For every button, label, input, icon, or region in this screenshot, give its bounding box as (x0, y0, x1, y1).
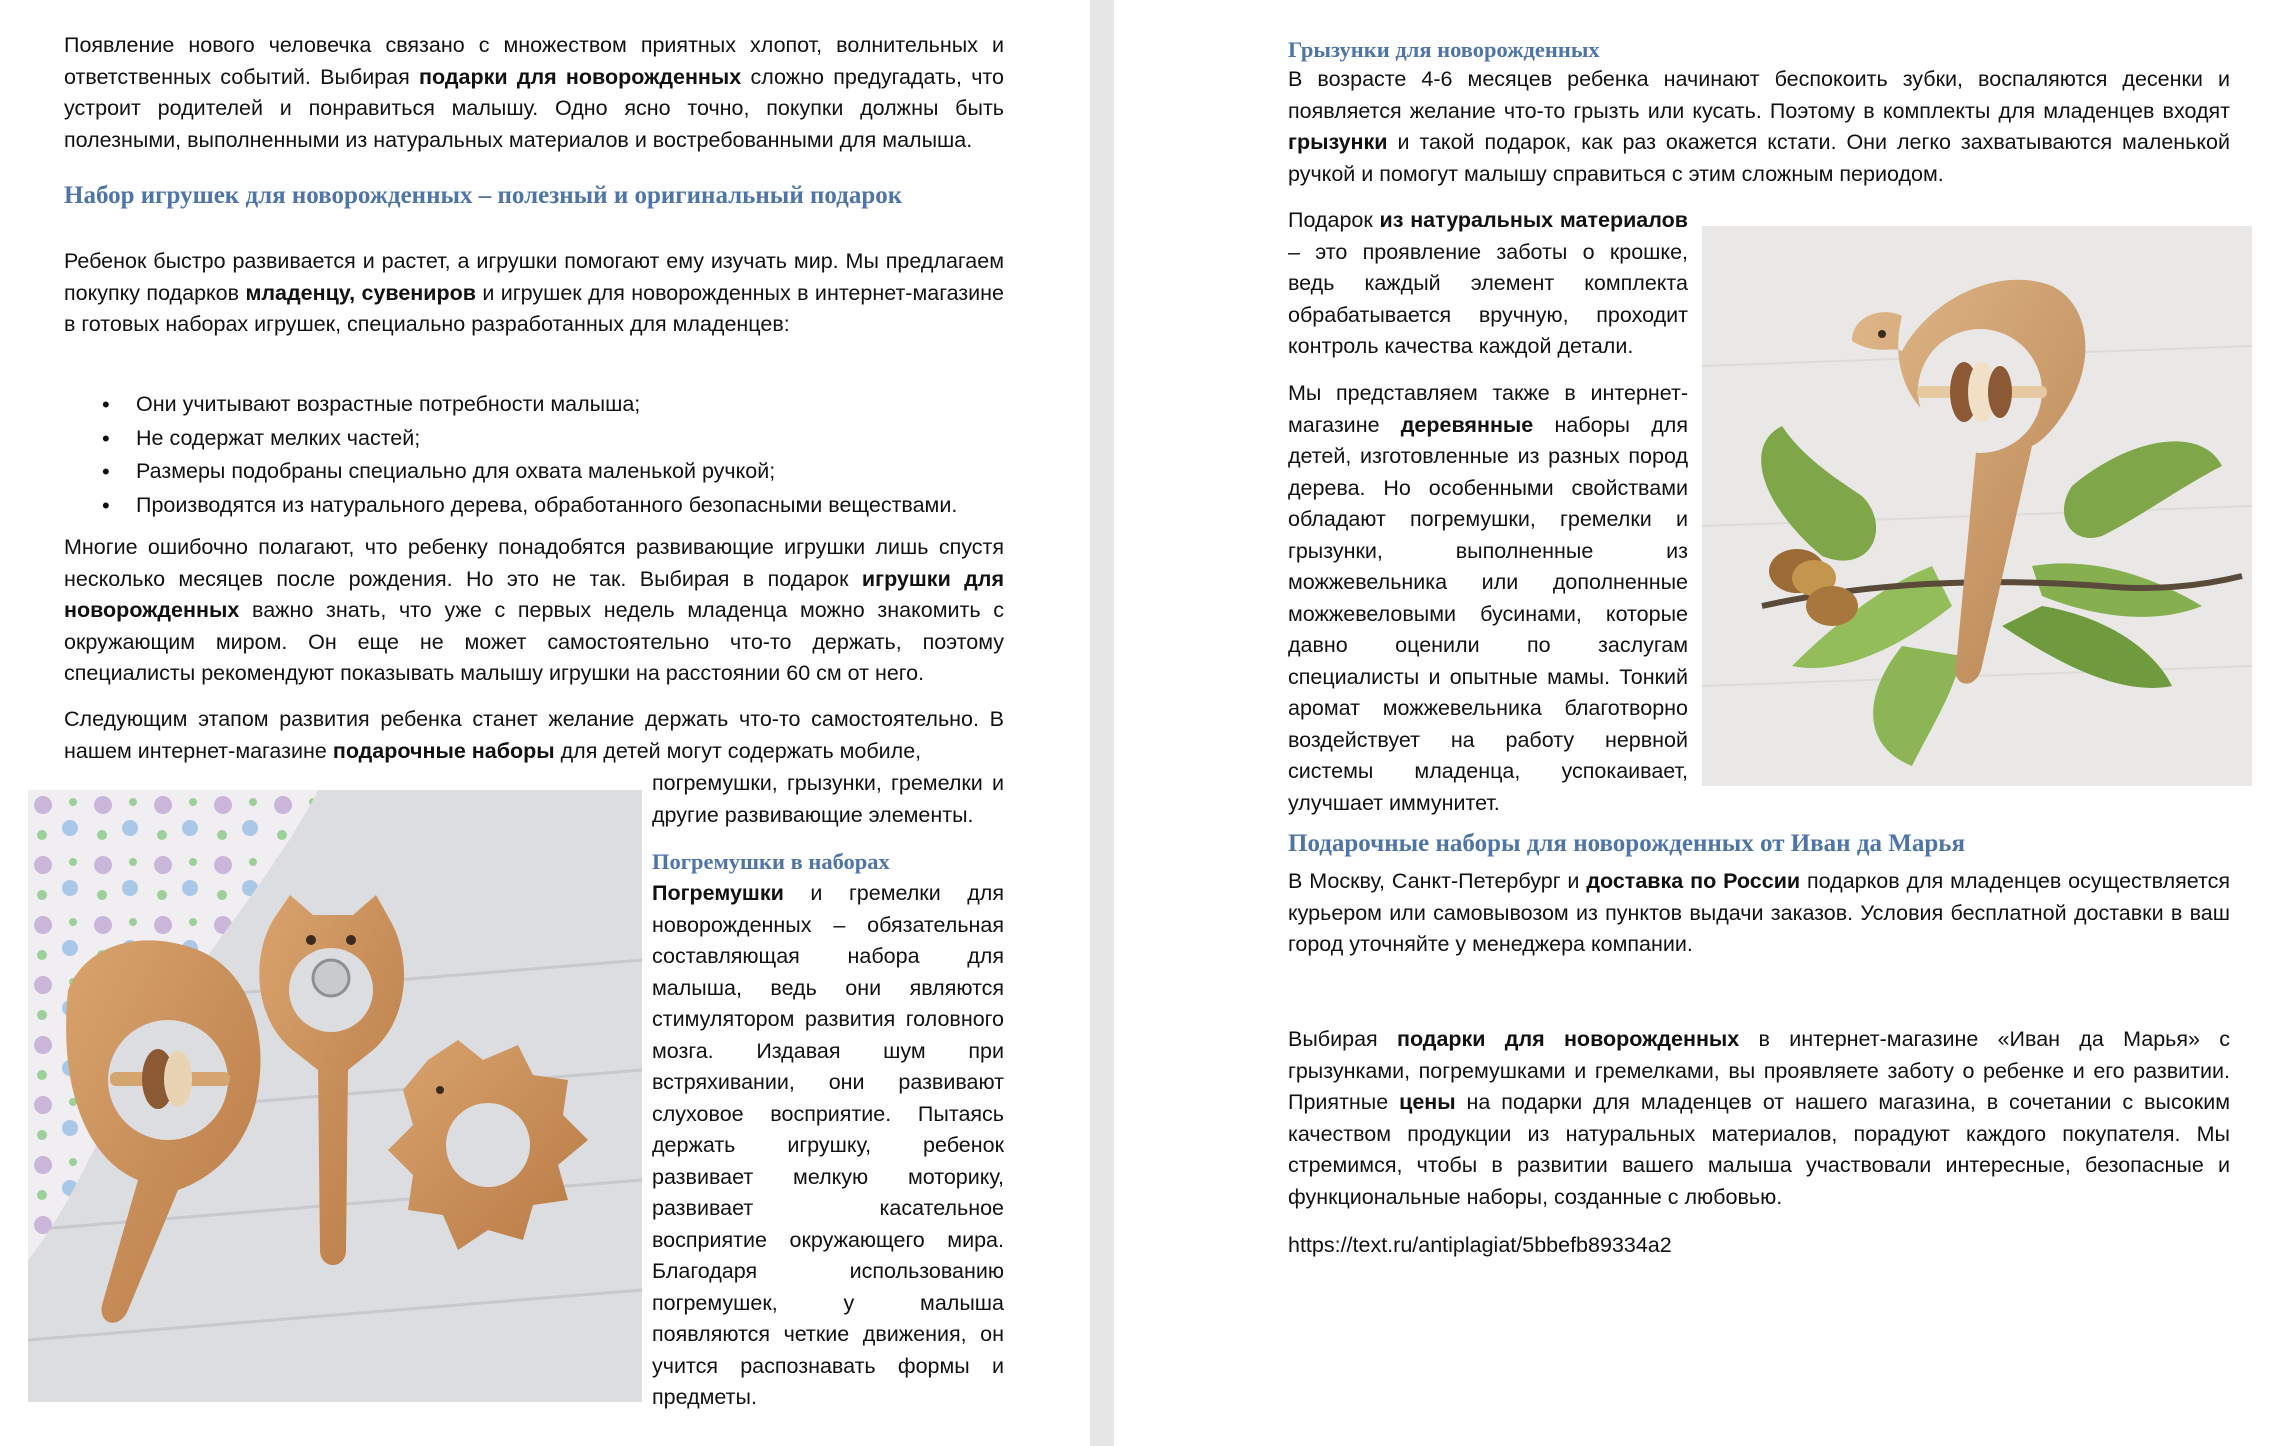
list-item: • Производятся из натурального дерева, обработанного безопасными веществами. (64, 489, 1004, 523)
wooden-sets-paragraph: Мы представляем также в интернет-магазине деревянные наборы для детей, изготовленные из разных пород дерева. Но особенными свойствами обладают погремушки, гремелки и грызунки, выполненные из можжевельника или дополненные можжевеловыми бусинами, которые давно оценили по заслугам специалисты и опытные мамы. Тонкий аромат можжевельника благотворно воздействует на работу нервной системы младенца, успокаивает, улучшает иммунитет. (1288, 381, 1688, 815)
heading-rattles: Погремушки в наборах (652, 849, 890, 874)
rattles-paragraph: Погремушки и гремелки для новорожденных – обязательная составляющая набора для малыша, ведь они являются стимулятором развития головного мозга. Издавая шум при встряхивании, они развивают слуховое восприятие. Пытаясь держать игрушку, ребенок развивает мелкую моторику, развивает касательное восприятие окружающего мира. Благодаря использованию погремушек, у малыша появляются четкие движения, он учится распознавать формы и предметы. (652, 881, 1004, 1409)
heading-gift-sets: Подарочные наборы для новорожденных от Иван да Марья (1288, 830, 1965, 857)
intro-paragraph: Появление нового человечка связано с множеством приятных хлопот, волнительных и ответственных событий. Выбирая подарки для новорожденных сложно предугадать, что устроит родителей и понравиться малышу. Одно ясно точно, покупки должны быть полезными, выполненными из натуральных материалов и востребованными для малыша. (64, 33, 1004, 152)
heading-toy-set: Набор игрушек для новорожденных – полезный и оригинальный подарок (64, 182, 903, 209)
document-page-left (0, 0, 1090, 1446)
delivery-paragraph: В Москву, Санкт-Петербург и доставка по России подарков для младенцев осуществляется курьером или самовывозом из пунктов выдачи заказов. Условия бесплатной доставки в ваш город уточняйте у менеджера компании. (1288, 869, 2230, 956)
list-item: • Размеры подобраны специально для охвата маленькой ручкой; (64, 455, 1004, 489)
next-stage-paragraph-continued: погремушки, грызунки, гремелки и другие развивающие элементы. (652, 771, 1004, 827)
early-toys-paragraph: Многие ошибочно полагают, что ребенку понадобятся развивающие игрушки лишь спустя несколько месяцев после рождения. Но это не так. Выбирая в подарок игрушки для новорожденных важно знать, что уже с первых недель младенца можно знакомить с окружающим миром. Он еще не может самостоятельно что-то держать, поэтому специалисты рекомендуют показывать малышу игрушки на расстоянии 60 см от него. (64, 535, 1004, 685)
document-page-right (1114, 0, 2278, 1446)
list-item: • Они учитывают возрастные потребности малыша; (64, 388, 1004, 422)
list-item: • Не содержат мелких частей; (64, 422, 1004, 456)
next-stage-paragraph: Следующим этапом развития ребенка станет желание держать что-то самостоятельно. В нашем интернет-магазине подарочные наборы для детей могут содержать мобиле, (64, 707, 1004, 763)
heading-teethers: Грызунки для новорожденных (1288, 37, 1600, 62)
source-link[interactable]: https://text.ru/antiplagiat/5bbefb89334a2 (1288, 1233, 1672, 1257)
wooden-rattles-photo (28, 790, 642, 1402)
teethers-paragraph: В возрасте 4-6 месяцев ребенка начинают беспокоить зубки, воспаляются десенки и появляется желание что-то грызть или кусать. Поэтому в комплекты для младенцев входят грызунки и такой подарок, как раз окажется кстати. Они легко захватываются маленькой ручкой и помогут малышу справиться с этим сложным периодом. (1288, 67, 2230, 186)
natural-materials-paragraph: Подарок из натуральных материалов – это проявление заботы о крошке, ведь каждый элемент комплекта обрабатывается вручную, проходит контроль качества каждой детали. (1288, 208, 1688, 358)
closing-paragraph: Выбирая подарки для новорожденных в интернет-магазине «Иван да Марья» с грызунками, погремушками и гремелками, вы проявляете заботу о ребенке и его развитии. Приятные цены на подарки для младенцев от нашего магазина, в сочетании с высоким качеством продукции из натуральных материалов, порадуют каждого покупателя. Мы стремимся, чтобы в развитии вашего малыша участвовали интересные, безопасные и функциональные наборы, созданные с любовью. (1288, 1027, 2231, 1209)
toy-set-bullet-list (64, 388, 1004, 522)
squirrel-teether-photo (1702, 226, 2252, 786)
toy-set-paragraph: Ребенок быстро развивается и растет, а игрушки помогают ему изучать мир. Мы предлагаем покупку подарков младенцу, сувениров и игрушек для новорожденных в интернет-магазине в готовых наборах игрушек, специально разработанных для младенцев: (64, 249, 1004, 336)
page-gutter (1090, 0, 1114, 1446)
